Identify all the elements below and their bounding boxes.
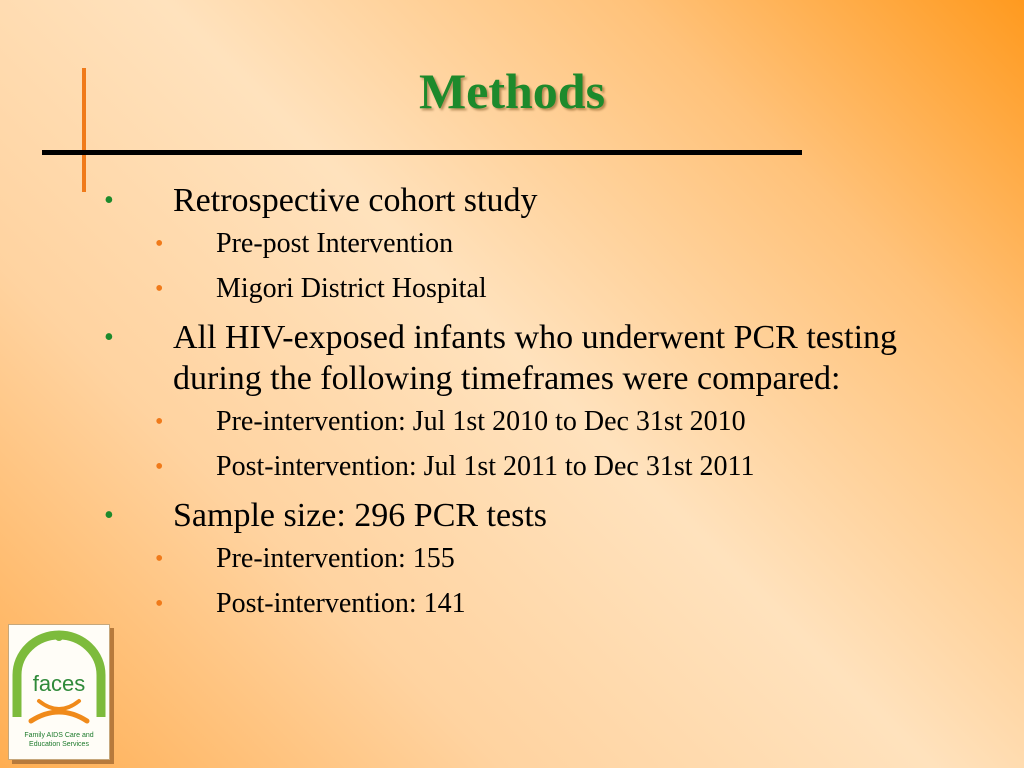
sub-bullet-text: Migori District Hospital — [216, 273, 487, 304]
bullet-marker: • — [104, 185, 114, 216]
logo-tagline-line: Education Services — [29, 741, 89, 748]
logo-tagline — [13, 731, 105, 749]
bullet-list — [98, 180, 978, 632]
sub-bullet-text: Post-intervention: Jul 1st 2011 to Dec 31st 2011 — [216, 451, 755, 482]
title-underline — [42, 150, 802, 155]
sub-bullet-text: Post-intervention: 141 — [216, 588, 466, 619]
bullet-text: All HIV-exposed infants who underwent PCR testing during the following timeframes were compared: — [173, 319, 898, 397]
bullet-text: Sample size: 296 PCR tests — [173, 497, 547, 534]
faces-logo — [8, 624, 110, 760]
bullet-text: Retrospective cohort study — [173, 182, 538, 219]
sub-bullet-marker: • — [155, 276, 164, 302]
sub-bullet-item — [98, 542, 978, 576]
bullet-item — [98, 317, 978, 399]
bullet-item — [98, 495, 978, 536]
sub-bullet-text: Pre-intervention: 155 — [216, 543, 455, 574]
bullet-marker: • — [104, 322, 114, 353]
sub-bullet-marker: • — [155, 231, 164, 257]
sub-bullet-item — [98, 405, 978, 439]
logo-wordmark: faces — [32, 671, 86, 696]
bullet-marker: • — [104, 500, 114, 531]
faces-logo-graphic — [9, 625, 109, 731]
sub-bullet-text: Pre-intervention: Jul 1st 2010 to Dec 31st 2010 — [216, 406, 746, 437]
sub-bullet-item — [98, 450, 978, 484]
sub-bullet-item — [98, 272, 978, 306]
sub-bullet-marker: • — [155, 546, 164, 572]
sub-bullet-marker: • — [155, 591, 164, 617]
sub-bullet-marker: • — [155, 454, 164, 480]
logo-tagline-line: Family AIDS Care and — [24, 732, 94, 739]
slide-title: Methods — [418, 63, 606, 119]
sub-bullet-item — [98, 227, 978, 261]
sub-bullet-marker: • — [155, 409, 164, 435]
bullet-item — [98, 180, 978, 221]
sub-bullet-item — [98, 587, 978, 621]
sub-bullet-text: Pre-post Intervention — [216, 228, 454, 259]
